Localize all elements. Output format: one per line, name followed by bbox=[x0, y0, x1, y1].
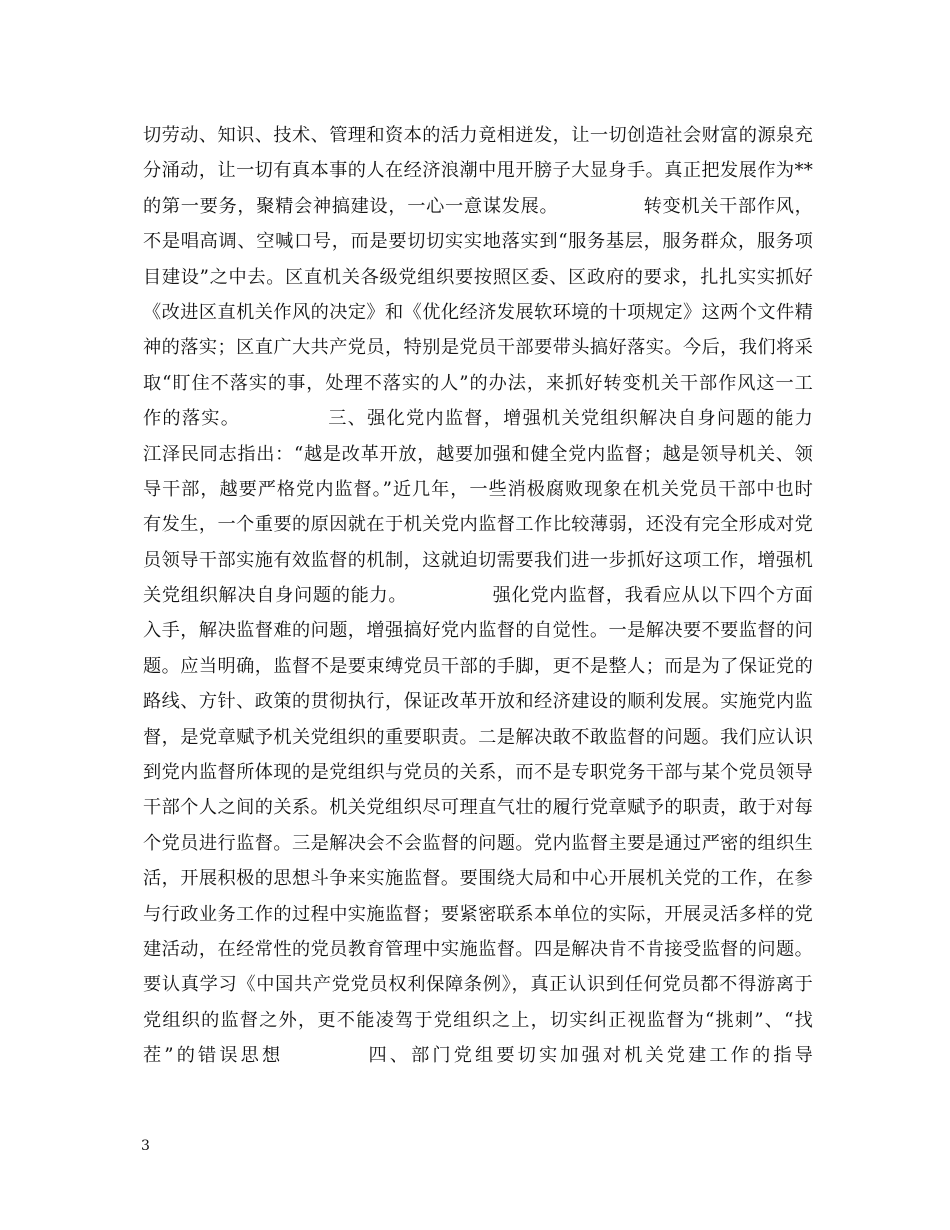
text-line: 江泽民同志指出：“越是改革开放，越要加强和健全党内监督；越是领导机关、领 bbox=[143, 443, 813, 465]
text-line: 个党员进行监督。三是解决会不会监督的问题。党内监督主要是通过严密的组织生 bbox=[143, 832, 813, 854]
text-line: 员领导干部实施有效监督的机制，这就迫切需要我们进一步抓好这项工作，增强机 bbox=[143, 549, 813, 571]
text-line: 《改进区直机关作风的决定》和《优化经济发展软环境的十项规定》这两个文件精 bbox=[143, 301, 813, 323]
text-line: 茬”的错误思想 四、部门党组要切实加强对机关党建工作的指导 bbox=[143, 1045, 813, 1067]
text-line: 题。应当明确，监督不是要束缚党员干部的手脚，更不是整人；而是为了保证党的 bbox=[143, 655, 813, 677]
text-line: 作的落实。 三、强化党内监督，增强机关党组织解决自身问题的能力 bbox=[143, 408, 813, 430]
text-line: 的第一要务，聚精会神搞建设，一心一意谋发展。 转变机关干部作风， bbox=[143, 195, 813, 217]
body-text bbox=[143, 118, 813, 1074]
text-line: 活，开展积极的思想斗争来实施监督。要围绕大局和中心开展机关党的工作，在参 bbox=[143, 868, 813, 890]
text-line: 分涌动，让一切有真本事的人在经济浪潮中甩开膀子大显身手。真正把发展作为** bbox=[143, 160, 813, 182]
text-line: 不是唱高调、空喊口号，而是要切切实实地落实到“服务基层，服务群众，服务项 bbox=[143, 231, 813, 253]
text-line: 导干部，越要严格党内监督。”近几年，一些消极腐败现象在机关党员干部中也时 bbox=[143, 478, 813, 500]
text-line: 到党内监督所体现的是党组织与党员的关系，而不是专职党务干部与某个党员领导 bbox=[143, 762, 813, 784]
text-line: 党组织的监督之外，更不能凌驾于党组织之上，切实纠正视监督为“挑刺”、“找 bbox=[143, 1009, 813, 1031]
text-line: 路线、方针、政策的贯彻执行，保证改革开放和经济建设的顺利发展。实施党内监 bbox=[143, 691, 813, 713]
text-line: 切劳动、知识、技术、管理和资本的活力竟相迸发，让一切创造社会财富的源泉充 bbox=[143, 125, 813, 146]
text-line: 目建设”之中去。区直机关各级党组织要按照区委、区政府的要求，扎扎实实抓好 bbox=[143, 266, 813, 288]
text-line: 与行政业务工作的过程中实施监督；要紧密联系本单位的实际，开展灵活多样的党 bbox=[143, 903, 813, 925]
page-number: 3 bbox=[141, 1138, 150, 1154]
text-line: 神的落实；区直广大共产党员，特别是党员干部要带头搞好落实。今后，我们将采 bbox=[143, 337, 813, 359]
text-line: 有发生，一个重要的原因就在于机关党内监督工作比较薄弱，还没有完全形成对党 bbox=[143, 514, 813, 536]
text-line: 取“盯住不落实的事，处理不落实的人”的办法，来抓好转变机关干部作风这一工 bbox=[143, 372, 813, 394]
text-line: 关党组织解决自身问题的能力。 强化党内监督，我看应从以下四个方面 bbox=[143, 585, 813, 607]
text-line: 入手，解决监督难的问题，增强搞好党内监督的自觉性。一是解决要不要监督的问 bbox=[143, 620, 813, 642]
text-line: 建活动，在经常性的党员教育管理中实施监督。四是解决肯不肯接受监督的问题。 bbox=[143, 938, 813, 960]
text-line: 要认真学习《中国共产党党员权利保障条例》，真正认识到任何党员都不得游离于 bbox=[143, 974, 813, 996]
text-line: 干部个人之间的关系。机关党组织尽可理直气壮的履行党章赋予的职责，敢于对每 bbox=[143, 797, 813, 819]
text-line: 督，是党章赋予机关党组织的重要职责。二是解决敢不敢监督的问题。我们应认识 bbox=[143, 726, 813, 748]
